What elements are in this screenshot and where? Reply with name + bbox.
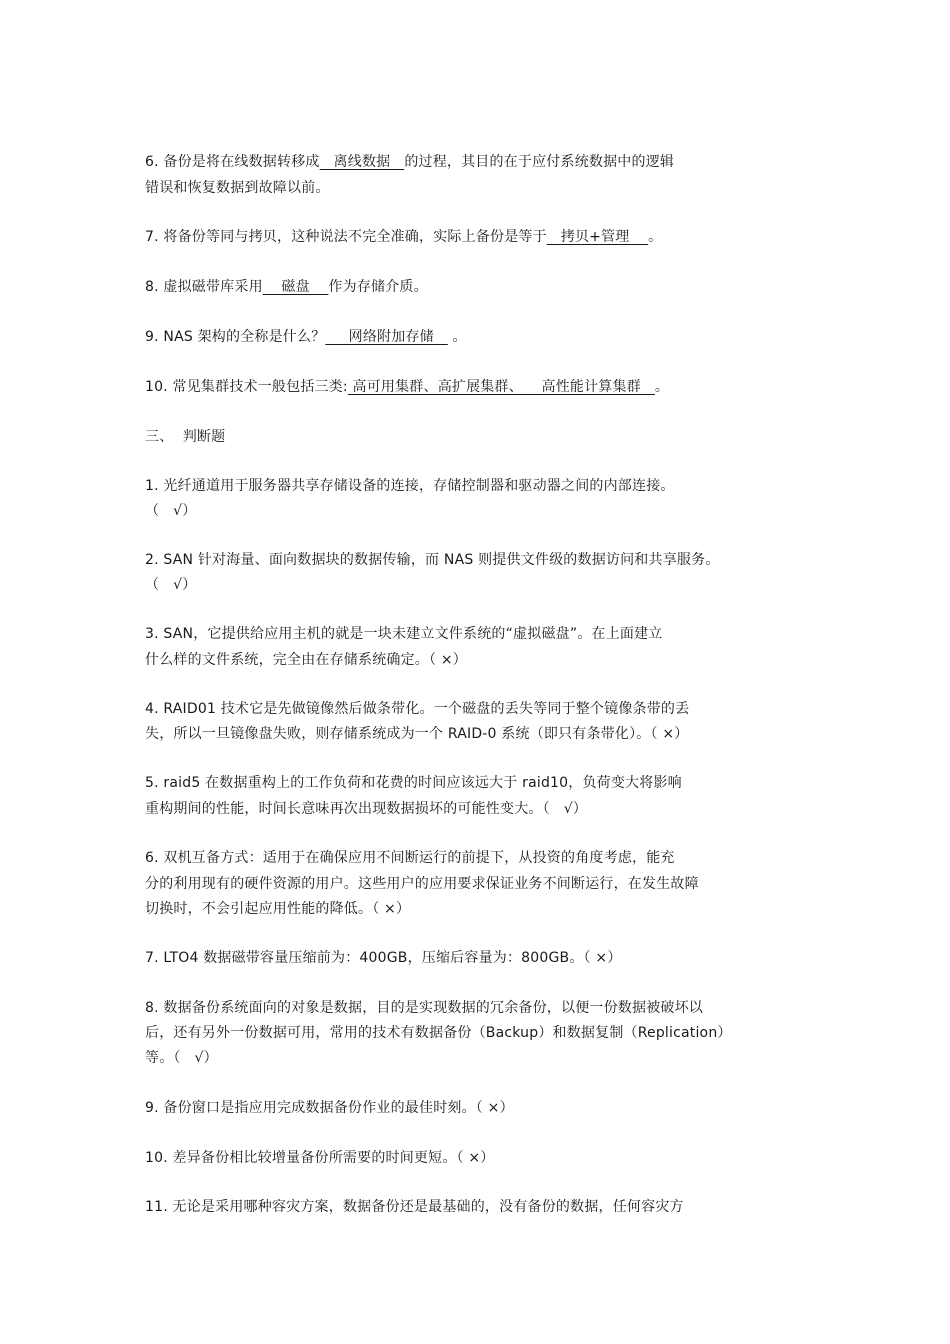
tf-q8-line1 <box>145 998 703 1018</box>
text: 分的利用现有的硬件资源的用户。这些用户的应用要求保证业务不间断运行，在发生故障 <box>145 876 699 892</box>
text: （ √） <box>145 577 197 593</box>
answer-blank: 网络附加存储 <box>325 329 448 345</box>
text: 7. LTO4 数据磁带容量压缩前为：400GB，压缩后容量为：800GB。（ ×） <box>145 950 622 966</box>
answer-blank: 拷贝+管理 <box>546 229 649 245</box>
text: 8. 数据备份系统面向的对象是数据，目的是实现数据的冗余备份，以便一份数据被破坏以 <box>145 1000 704 1016</box>
tf-q7 <box>145 948 622 968</box>
tf-q1-line1 <box>145 476 675 496</box>
tf-q9 <box>145 1098 514 1118</box>
tf-q4-line2 <box>145 724 688 744</box>
tf-q4-line1 <box>145 699 689 719</box>
tf-q8-line2 <box>145 1023 732 1043</box>
text: 8. 虚拟磁带库采用 <box>145 279 263 295</box>
text: 5. raid5 在数据重构上的工作负荷和花费的时间应该远大于 raid10，负荷变大将影响 <box>145 775 682 791</box>
fill-blank-q10 <box>145 377 669 397</box>
tf-q6-line1 <box>145 848 675 868</box>
text: 失，所以一旦镜像盘失败，则存储系统成为一个 RAID-0 系统（即只有条带化）。（ ×） <box>145 726 689 742</box>
text: 11. 无论是采用哪种容灾方案，数据备份还是最基础的，没有备份的数据，任何容灾方 <box>145 1199 684 1215</box>
fill-blank-q6-line2 <box>145 178 330 198</box>
text: （ √） <box>145 503 197 519</box>
text: 6. 备份是将在线数据转移成 <box>145 154 320 170</box>
text: 2. SAN 针对海量、面向数据块的数据传输，而 NAS 则提供文件级的数据访问和共享服务。 <box>145 552 720 568</box>
text: 切换时，不会引起应用性能的降低。（ ×） <box>145 901 411 917</box>
section-heading-true-false <box>145 427 225 447</box>
text: 作为存储介质。 <box>328 279 428 295</box>
text: 6. 双机互备方式：适用于在确保应用不间断运行的前提下，从投资的角度考虑，能充 <box>145 850 675 866</box>
text: 9. 备份窗口是指应用完成数据备份作业的最佳时刻。（ ×） <box>145 1100 514 1116</box>
tf-q2-line1 <box>145 550 720 570</box>
text: 10. 常见集群技术一般包括三类: <box>145 379 348 395</box>
answer-blank: 离线数据 <box>319 154 405 170</box>
text: 的过程，其目的在于应付系统数据中的逻辑 <box>404 154 675 170</box>
tf-q1-answer <box>145 501 196 521</box>
tf-q5-line2 <box>145 799 587 819</box>
text: 4. RAID01 技术它是先做镜像然后做条带化。一个磁盘的丢失等同于整个镜像条带的丢 <box>145 701 690 717</box>
tf-q3-line2 <box>145 650 467 670</box>
text: 重构期间的性能，时间长意味再次出现数据损坏的可能性变大。（ √） <box>145 801 588 817</box>
fill-blank-q7 <box>145 227 662 247</box>
tf-q10 <box>145 1148 495 1168</box>
tf-q3-line1 <box>145 624 663 644</box>
text: 三、 判断题 <box>145 429 226 445</box>
tf-q6-line2 <box>145 874 699 894</box>
text: 7. 将备份等同与拷贝，这种说法不完全准确，实际上备份是等于 <box>145 229 547 245</box>
text: 9. NAS 架构的全称是什么？ <box>145 329 326 345</box>
text: 3. SAN，它提供给应用主机的就是一块未建立文件系统的“虚拟磁盘”。在上面建立 <box>145 626 663 642</box>
fill-blank-q9 <box>145 327 467 347</box>
answer-blank: 高可用集群、高扩展集群、 高性能计算集群 <box>347 379 655 395</box>
text: 。 <box>447 329 467 345</box>
fill-blank-q6-line1 <box>145 152 674 172</box>
tf-q6-line3 <box>145 899 410 919</box>
tf-q11-line1 <box>145 1197 684 1217</box>
text: 等。（ √） <box>145 1050 218 1066</box>
text: 。 <box>648 229 663 245</box>
tf-q2-answer <box>145 575 196 595</box>
text: 1. 光纤通道用于服务器共享存储设备的连接，存储控制器和驱动器之间的内部连接。 <box>145 478 675 494</box>
answer-blank: 磁盘 <box>262 279 329 295</box>
tf-q5-line1 <box>145 773 682 793</box>
text: 10. 差异备份相比较增量备份所需要的时间更短。（ ×） <box>145 1150 495 1166</box>
text: 后，还有另外一份数据可用，常用的技术有数据备份（Backup）和数据复制（Replication） <box>145 1025 732 1041</box>
text: 什么样的文件系统，完全由在存储系统确定。（ ×） <box>145 652 467 668</box>
text: 。 <box>654 379 670 395</box>
tf-q8-line3 <box>145 1048 218 1068</box>
text: 错误和恢复数据到故障以前。 <box>145 180 330 196</box>
fill-blank-q8 <box>145 277 428 297</box>
